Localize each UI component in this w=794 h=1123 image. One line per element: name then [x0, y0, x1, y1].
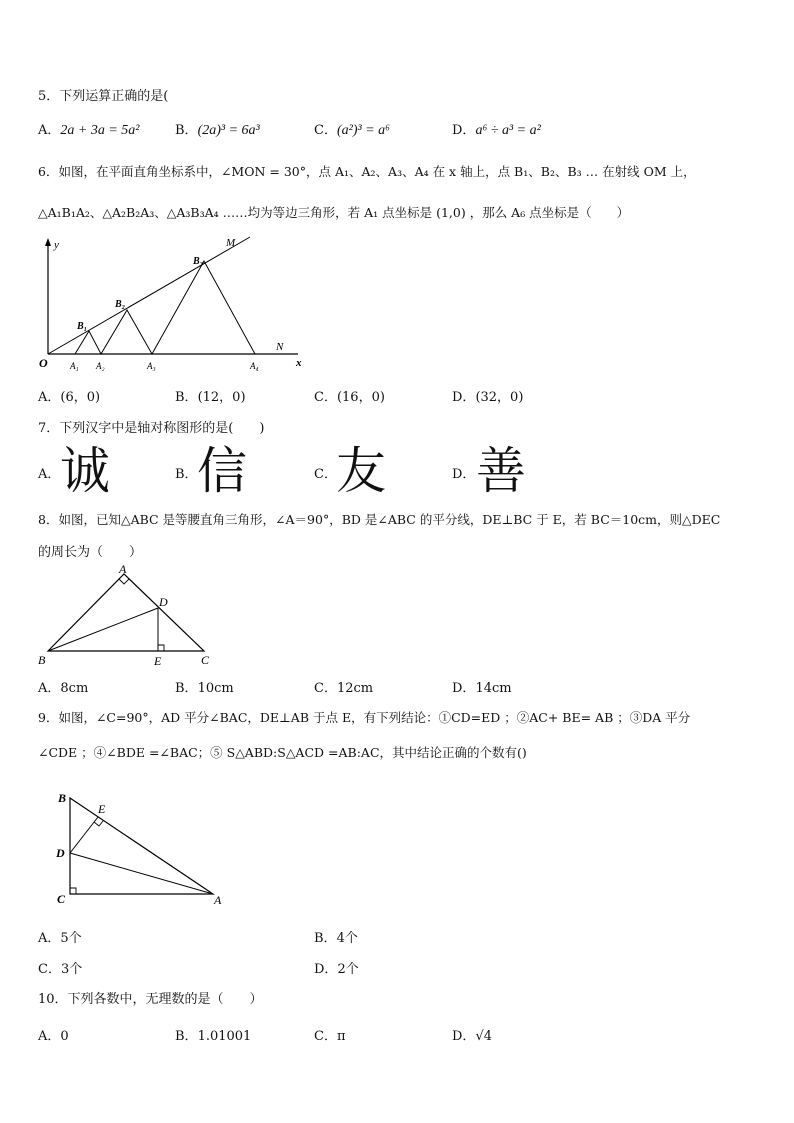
- q7-option-b-char: 信: [197, 442, 247, 500]
- q6-label-b1: B₁: [77, 321, 88, 332]
- q7-option-d-letter: D．: [452, 467, 476, 482]
- q10-option-d-text: √4: [475, 1029, 492, 1044]
- q10-option-a-letter: A．: [38, 1029, 61, 1044]
- q7-stem: 7．下列汉字中是轴对称图形的是( ): [38, 421, 265, 436]
- q6-ray-om: [48, 237, 250, 354]
- q9-label-c: C: [57, 892, 66, 906]
- q6-option-a-letter: A．: [38, 390, 61, 405]
- q7-option-d-char: 善: [476, 442, 526, 500]
- q5-option-d-letter: D．: [452, 123, 476, 138]
- q5-option-b-letter: B．: [175, 123, 198, 138]
- q9-right-angle-e: [94, 821, 103, 826]
- q6-option-a-text: (6，0): [60, 390, 101, 405]
- q6-option-b-text: (12，0): [197, 390, 246, 405]
- q8-line1: 8．如图，已知△ABC 是等腰直角三角形，∠A＝90°，BD 是∠ABC 的平分线，DE⊥BC 于 E，若 BC＝10cm，则△DEC: [38, 512, 721, 527]
- q10-option-c: [314, 1025, 346, 1044]
- q8-option-d-letter: D．: [452, 681, 476, 696]
- q9-label-a: A: [214, 893, 222, 907]
- q6-line1: 6．如图，在平面直角坐标系中，∠MON = 30°，点 A₁、A₂、A₃、A₄ 在 x 轴上，点 B₁、B₂、B₃ … 在射线 OM 上，: [38, 164, 696, 179]
- q10-option-b-letter: B．: [175, 1029, 198, 1044]
- q8-figure: [34, 562, 214, 670]
- q6-option-b: [175, 386, 246, 405]
- q8-option-b-letter: B．: [175, 681, 198, 696]
- q9-figure: [50, 784, 240, 910]
- q8-label-d: D: [159, 595, 168, 609]
- q8-right-angle-a: [119, 579, 129, 584]
- q8-option-a: [38, 677, 88, 696]
- q9-line2: ∠CDE ；④∠BDE =∠BAC；⑤ S△ABD:S△ACD =AB:AC，其中结论正确的个数有(): [38, 745, 527, 760]
- q6-label-m: M: [226, 237, 236, 249]
- q7-option-c-char: 友: [336, 442, 386, 500]
- q8-label-a: A: [119, 562, 127, 576]
- q7-option-b-letter: B．: [175, 467, 198, 482]
- q7-option-c-letter: C．: [314, 467, 337, 482]
- q8-option-a-letter: A．: [38, 681, 61, 696]
- q9-option-d: [314, 958, 359, 977]
- q10-option-c-letter: C．: [314, 1029, 337, 1044]
- q8-right-angle-e: [158, 645, 164, 651]
- q9-option-c-letter: C．: [38, 962, 61, 977]
- q6-label-n: N: [276, 341, 284, 353]
- q6-figure: [30, 232, 320, 377]
- q6-option-c: [314, 386, 385, 405]
- q8-option-b: [175, 677, 234, 696]
- q5-option-a-expr: 2a + 3a = 5a²: [60, 123, 140, 138]
- q8-option-a-text: 8cm: [60, 681, 89, 696]
- q6-label-x: x: [296, 357, 302, 369]
- q5-option-b-expr: (2a)³ = 6a³: [197, 123, 260, 138]
- q9-option-d-text: 2个: [337, 962, 359, 977]
- q5-option-c-expr: (a²)³ = a⁶: [336, 123, 390, 138]
- q6-option-d-letter: D．: [452, 390, 476, 405]
- q8-option-c: [314, 677, 373, 696]
- q9-option-b: [314, 927, 358, 946]
- q6-option-c-text: (16，0): [336, 390, 385, 405]
- q6-label-a3: A₃: [147, 361, 156, 371]
- q9-option-d-letter: D．: [314, 962, 338, 977]
- q8-label-c: C: [201, 653, 210, 667]
- q6-label-a1: A₁: [70, 361, 79, 371]
- q8-option-d-text: 14cm: [475, 681, 512, 696]
- q10-option-b-text: 1.01001: [197, 1029, 252, 1044]
- q6-option-c-letter: C．: [314, 390, 337, 405]
- q8-label-b: B: [38, 653, 46, 667]
- q6-label-a4: A₄: [250, 361, 259, 371]
- q9-option-b-letter: B．: [314, 931, 337, 946]
- q9-right-angle-c: [70, 888, 76, 894]
- q9-triangle-abc: [70, 798, 213, 894]
- q6-option-d-text: (32，0): [475, 390, 524, 405]
- q7-option-a-letter: A．: [38, 467, 61, 482]
- q5-option-b: [175, 119, 260, 139]
- q5-option-c-letter: C．: [314, 123, 337, 138]
- q9-option-a: [38, 927, 82, 946]
- q8-option-d: [452, 677, 512, 696]
- q6-option-d: [452, 386, 523, 405]
- q6-y-arrow: [45, 238, 51, 246]
- q9-label-b: B: [58, 791, 67, 805]
- q9-line1: 9．如图，∠C=90°，AD 平分∠BAC，DE⊥AB 于点 E，有下列结论：①CD=ED ；②AC+ BE= AB ；③DA 平分: [38, 710, 691, 725]
- q9-option-c: [38, 958, 82, 977]
- q6-option-b-letter: B．: [175, 390, 198, 405]
- q9-option-b-text: 4个: [336, 931, 358, 946]
- q6-line2: △A₁B₁A₂、△A₂B₂A₃、△A₃B₃A₄ ……均为等边三角形，若 A₁ 点坐标是 (1,0) ，那么 A₆ 点坐标是（ ）: [38, 205, 630, 220]
- q10-option-d-letter: D．: [452, 1029, 476, 1044]
- q9-label-d: D: [56, 846, 65, 860]
- q8-option-c-text: 12cm: [336, 681, 374, 696]
- q5-stem: 5．下列运算正确的是(: [38, 89, 169, 104]
- q9-option-a-text: 5个: [60, 931, 82, 946]
- q6-label-b3: B₃: [193, 256, 204, 267]
- q6-label-o: O: [39, 356, 48, 370]
- q6-label-y: y: [54, 239, 59, 251]
- q6-triangles: [75, 261, 255, 354]
- q8-option-c-letter: C．: [314, 681, 337, 696]
- q8-segment-bd: [48, 608, 158, 651]
- q10-option-a: [38, 1025, 69, 1044]
- q5-option-d: [452, 119, 541, 139]
- q10-stem: 10．下列各数中，无理数的是（ ）: [38, 992, 263, 1007]
- q6-option-a: [38, 386, 100, 405]
- q10-option-a-text: 0: [60, 1029, 69, 1044]
- q10-option-c-text: π: [336, 1029, 346, 1044]
- q10-option-b: [175, 1025, 251, 1044]
- q8-option-b-text: 10cm: [197, 681, 234, 696]
- q10-option-d: [452, 1025, 492, 1044]
- q5-option-a: [38, 119, 139, 139]
- q8-label-e: E: [154, 654, 162, 668]
- q9-option-a-letter: A．: [38, 931, 61, 946]
- q5-option-a-letter: A．: [38, 123, 61, 138]
- q6-label-a2: A₂: [96, 361, 105, 371]
- q5-option-c: [314, 119, 390, 139]
- q8-line2: 的周长为（ ）: [38, 545, 143, 560]
- q7-option-a-char: 诚: [60, 442, 110, 500]
- q5-option-d-expr: a⁶ ÷ a³ = a²: [475, 123, 541, 138]
- q9-segment-da: [70, 853, 213, 894]
- q9-option-c-text: 3个: [60, 962, 83, 977]
- q8-triangle-abc: [48, 574, 204, 651]
- q6-label-b2: B₂: [115, 299, 126, 310]
- q9-label-e: E: [98, 802, 106, 816]
